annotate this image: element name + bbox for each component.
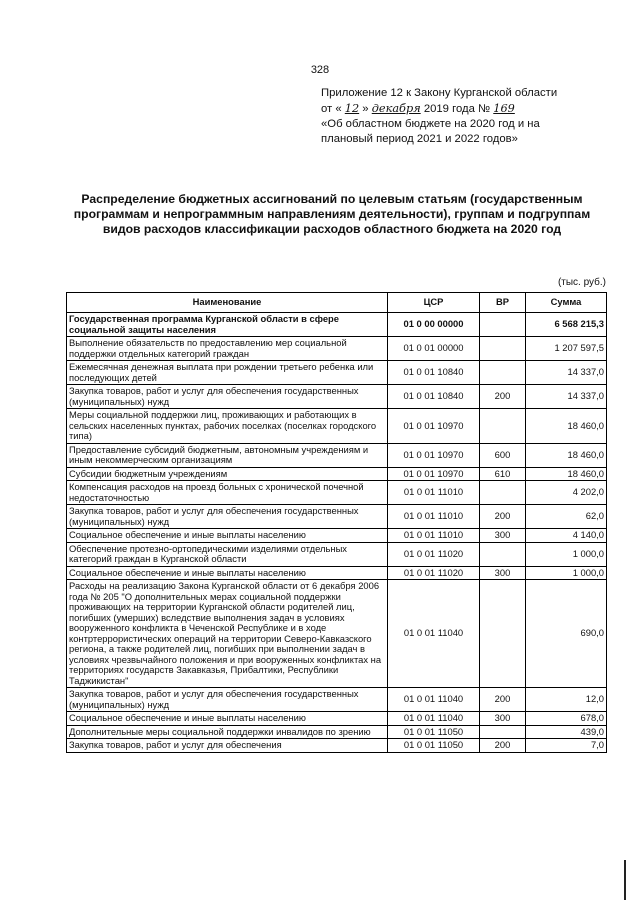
table-row [67, 739, 607, 753]
cell-csr: 01 0 01 10840 [388, 361, 480, 385]
cell-name: Предоставление субсидий бюджетным, автономным учреждениям и иным некоммерческим организациям [67, 443, 388, 467]
cell-name: Закупка товаров, работ и услуг для обеспечения государственных (муниципальных) нужд [67, 385, 388, 409]
cell-csr: 01 0 01 11050 [388, 739, 480, 753]
cell-vr: 200 [480, 385, 526, 409]
cell-vr [480, 725, 526, 739]
cell-sum: 12,0 [526, 688, 607, 712]
handwritten-day: 12 [344, 102, 360, 115]
cell-csr: 01 0 01 11010 [388, 505, 480, 529]
handwritten-number: 169 [493, 102, 515, 115]
cell-name: Закупка товаров, работ и услуг для обеспечения государственных (муниципальных) нужд [67, 505, 388, 529]
cell-csr: 01 0 01 10840 [388, 385, 480, 409]
cell-name: Ежемесячная денежная выплата при рождении третьего ребенка или последующих детей [67, 361, 388, 385]
table-row [67, 313, 607, 337]
table-row [67, 580, 607, 688]
budget-table [66, 292, 607, 753]
units-label: (тыс. руб.) [557, 277, 606, 288]
cell-sum: 1 207 597,5 [526, 337, 607, 361]
cell-sum: 1 000,0 [526, 542, 607, 566]
appendix-line-4: плановый период 2021 и 2022 годов» [321, 133, 518, 145]
scan-edge-mark [624, 860, 626, 900]
cell-name: Социальное обеспечение и иные выплаты населению [67, 712, 388, 726]
header-vr: ВР [480, 293, 526, 313]
cell-name: Социальное обеспечение и иные выплаты населению [67, 529, 388, 543]
cell-vr: 610 [480, 467, 526, 481]
cell-sum: 6 568 215,3 [526, 313, 607, 337]
cell-name: Государственная программа Курганской области в сфере социальной защиты населения [67, 313, 388, 337]
page-number: 328 [310, 64, 330, 76]
appendix-line-1: Приложение 12 к Закону Курганской области [321, 87, 558, 99]
cell-vr: 300 [480, 712, 526, 726]
cell-sum: 18 460,0 [526, 443, 607, 467]
cell-csr: 01 0 01 11040 [388, 712, 480, 726]
appendix-from-label: от « [321, 103, 342, 115]
handwritten-month: декабря [371, 102, 421, 115]
document-title: Распределение бюджетных ассигнований по целевым статьям (государственным программам и непрограммным направлениям деятельности), группам и подгруппам видов расходов классификации расходов областного бюджета на 2020 год [73, 192, 591, 237]
cell-csr: 01 0 01 11020 [388, 542, 480, 566]
cell-vr: 200 [480, 505, 526, 529]
cell-sum: 4 202,0 [526, 481, 607, 505]
cell-csr: 01 0 01 10970 [388, 409, 480, 444]
appendix-header [321, 86, 621, 147]
table-row [67, 688, 607, 712]
cell-name: Субсидии бюджетным учреждениям [67, 467, 388, 481]
cell-csr: 01 0 01 11040 [388, 688, 480, 712]
cell-sum: 690,0 [526, 580, 607, 688]
table-row [67, 337, 607, 361]
appendix-line-3: «Об областном бюджете на 2020 год и на [321, 118, 540, 130]
cell-vr [480, 409, 526, 444]
table-row [67, 505, 607, 529]
header-csr: ЦСР [388, 293, 480, 313]
cell-name: Обеспечение протезно-ортопедическими изделиями отдельных категорий граждан в Курганской области [67, 542, 388, 566]
cell-name: Дополнительные меры социальной поддержки инвалидов по зрению [67, 725, 388, 739]
cell-vr [480, 580, 526, 688]
table-row [67, 385, 607, 409]
table-body [67, 313, 607, 753]
cell-csr: 01 0 01 10970 [388, 467, 480, 481]
cell-sum: 7,0 [526, 739, 607, 753]
table-row [67, 712, 607, 726]
cell-name: Расходы на реализацию Закона Курганской области от 6 декабря 2006 года № 205 "О дополнительных мерах социальной поддержки проживающих на территории Курганской области родителей лиц, погибших (умерших) вследствие выполнения задач в условиях вооруженного конфликта в Чеченской Республике и в ходе контртеррористических операций на территории Северо-Кавказского региона, а также родителей лиц, погибших при выполнении задач в условиях чрезвычайного положения и при вооруженных конфликтах на территориях государств Закавказья, Прибалтики, Республики Таджикистан" [67, 580, 388, 688]
cell-csr: 01 0 00 00000 [388, 313, 480, 337]
cell-name: Закупка товаров, работ и услуг для обеспечения [67, 739, 388, 753]
table-row [67, 361, 607, 385]
cell-sum: 1 000,0 [526, 566, 607, 580]
cell-csr: 01 0 01 11010 [388, 481, 480, 505]
cell-sum: 18 460,0 [526, 409, 607, 444]
appendix-year-text: 2019 года № [423, 103, 491, 115]
cell-name: Социальное обеспечение и иные выплаты населению [67, 566, 388, 580]
cell-name: Выполнение обязательств по предоставлению мер социальной поддержки отдельных категорий граждан [67, 337, 388, 361]
cell-sum: 439,0 [526, 725, 607, 739]
cell-sum: 4 140,0 [526, 529, 607, 543]
table-row [67, 481, 607, 505]
appendix-close-quote: » [362, 103, 369, 115]
appendix-line-2 [321, 101, 621, 117]
cell-csr: 01 0 01 11050 [388, 725, 480, 739]
cell-csr: 01 0 01 10970 [388, 443, 480, 467]
cell-name: Меры социальной поддержки лиц, проживающих и работающих в сельских населенных пунктах, рабочих поселках (поселках городского типа) [67, 409, 388, 444]
table-row [67, 529, 607, 543]
cell-csr: 01 0 01 00000 [388, 337, 480, 361]
cell-sum: 678,0 [526, 712, 607, 726]
cell-vr: 600 [480, 443, 526, 467]
cell-vr [480, 361, 526, 385]
cell-csr: 01 0 01 11010 [388, 529, 480, 543]
table-row [67, 542, 607, 566]
cell-csr: 01 0 01 11020 [388, 566, 480, 580]
cell-vr: 200 [480, 739, 526, 753]
cell-vr [480, 542, 526, 566]
cell-sum: 18 460,0 [526, 467, 607, 481]
header-name: Наименование [67, 293, 388, 313]
cell-vr: 300 [480, 529, 526, 543]
cell-csr: 01 0 01 11040 [388, 580, 480, 688]
cell-vr [480, 313, 526, 337]
header-sum: Сумма [526, 293, 607, 313]
cell-vr [480, 481, 526, 505]
table-row [67, 443, 607, 467]
cell-name: Компенсация расходов на проезд больных с хронической почечной недостаточностью [67, 481, 388, 505]
cell-sum: 14 337,0 [526, 385, 607, 409]
cell-sum: 62,0 [526, 505, 607, 529]
table-row [67, 566, 607, 580]
cell-sum: 14 337,0 [526, 361, 607, 385]
cell-vr [480, 337, 526, 361]
table-row [67, 725, 607, 739]
cell-vr: 200 [480, 688, 526, 712]
table-header-row [67, 293, 607, 313]
table-row [67, 467, 607, 481]
cell-name: Закупка товаров, работ и услуг для обеспечения государственных (муниципальных) нужд [67, 688, 388, 712]
table-row [67, 409, 607, 444]
cell-vr: 300 [480, 566, 526, 580]
